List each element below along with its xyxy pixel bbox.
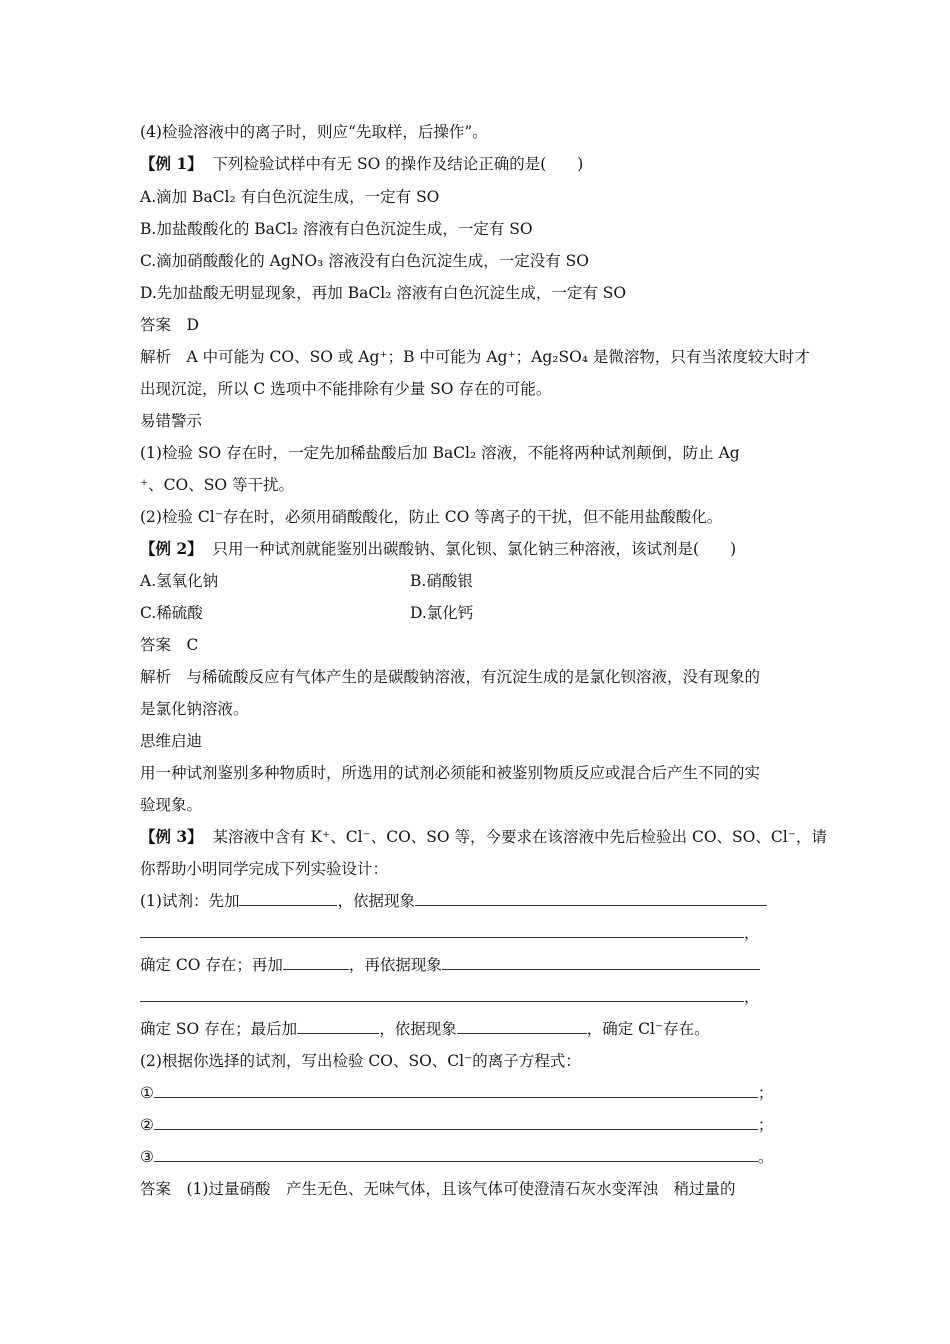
answer-blank[interactable] bbox=[283, 955, 349, 970]
answer: 答案 C bbox=[140, 636, 199, 654]
fill-line bbox=[140, 891, 767, 911]
fill-line bbox=[140, 1019, 710, 1039]
example-label: 【例 1】 bbox=[140, 154, 203, 173]
explanation-line: 是氯化钠溶液。 bbox=[140, 700, 249, 718]
example-3-question bbox=[140, 827, 827, 847]
answer-blank[interactable] bbox=[140, 987, 744, 1002]
explanation-line: 出现沉淀，所以 C 选项中不能排除有少量 SO 存在的可能。 bbox=[140, 380, 552, 398]
option-a: A.滴加 BaCl₂ 有白色沉淀生成，一定有 SO bbox=[140, 188, 440, 206]
circled-number: ② bbox=[140, 1116, 154, 1134]
text-line: 用一种试剂鉴别多种物质时，所选用的试剂必须能和被鉴别物质反应或混合后产生不同的实 bbox=[140, 764, 761, 782]
option-a: A.氢氧化钠 bbox=[140, 572, 219, 590]
explanation-line: 解析 A 中可能为 CO、SO 或 Ag⁺；B 中可能为 Ag⁺；Ag₂SO₄ 是微溶物，只有当浓度较大时才 bbox=[140, 348, 810, 366]
text-line: (4)检验溶液中的离子时，则应“先取样，后操作”。 bbox=[140, 123, 488, 141]
option-d: D.氯化钙 bbox=[410, 604, 474, 622]
answer-blank[interactable] bbox=[154, 1147, 758, 1162]
answer-blank[interactable] bbox=[154, 1115, 758, 1130]
text: (1)试剂：先加 bbox=[140, 892, 240, 910]
question-text: 下列检验试样中有无 SO 的操作及结论正确的是( ) bbox=[212, 155, 584, 173]
answer-blank[interactable] bbox=[415, 891, 767, 906]
fill-line bbox=[140, 955, 760, 975]
example-label: 【例 3】 bbox=[140, 827, 203, 846]
answer-blank[interactable] bbox=[297, 1019, 379, 1034]
text: 。 bbox=[757, 1148, 774, 1166]
text: 确定 SO 存在；最后加 bbox=[140, 1020, 298, 1038]
answer-blank[interactable] bbox=[154, 1083, 758, 1098]
text-line: 验现象。 bbox=[140, 796, 203, 814]
circled-number: ① bbox=[140, 1084, 154, 1102]
text-line: (2)检验 Cl⁻存在时，必须用硝酸酸化，防止 CO 等离子的干扰，但不能用盐酸酸化。 bbox=[140, 508, 723, 526]
fill-line bbox=[140, 923, 760, 943]
section-title: 思维启迪 bbox=[140, 732, 203, 750]
example-2-question bbox=[140, 539, 736, 559]
text: ， bbox=[744, 988, 760, 1006]
option-c: C.滴加硝酸酸化的 AgNO₃ 溶液没有白色沉淀生成，一定没有 SO bbox=[140, 252, 589, 270]
text-line: 你帮助小明同学完成下列实验设计： bbox=[140, 860, 389, 878]
answer-blank[interactable] bbox=[140, 923, 744, 938]
fill-line bbox=[140, 1083, 773, 1103]
option-b: B.加盐酸酸化的 BaCl₂ 溶液有白色沉淀生成，一定有 SO bbox=[140, 220, 533, 238]
answer: 答案 D bbox=[140, 316, 199, 334]
question-text: 只用一种试剂就能鉴别出碳酸钠、氯化钡、氯化钠三种溶液，该试剂是( ) bbox=[212, 540, 737, 558]
fill-line bbox=[140, 1115, 773, 1135]
text-line: (2)根据你选择的试剂，写出检验 CO、SO、Cl⁻的离子方程式： bbox=[140, 1052, 581, 1070]
text-line: ⁺、CO、SO 等干扰。 bbox=[140, 476, 295, 494]
option-b: B.硝酸银 bbox=[410, 572, 473, 590]
text: ； bbox=[757, 1084, 774, 1102]
option-d: D.先加盐酸无明显现象，再加 BaCl₂ 溶液有白色沉淀生成，一定有 SO bbox=[140, 284, 627, 302]
text: ，再依据现象 bbox=[348, 956, 442, 974]
circled-number: ③ bbox=[140, 1148, 154, 1166]
answer-blank[interactable] bbox=[457, 1019, 587, 1034]
text-line: (1)检验 SO 存在时，一定先加稀盐酸后加 BaCl₂ 溶液，不能将两种试剂颠倒，防止 Ag bbox=[140, 444, 740, 462]
answer-blank[interactable] bbox=[239, 891, 337, 906]
section-title: 易错警示 bbox=[140, 412, 203, 430]
option-c: C.稀硫酸 bbox=[140, 604, 203, 622]
example-label: 【例 2】 bbox=[140, 539, 203, 558]
example-1-question bbox=[140, 154, 583, 174]
question-text: 某溶液中含有 K⁺、Cl⁻、CO、SO 等，今要求在该溶液中先后检验出 CO、SO、Cl⁻，请 bbox=[212, 828, 827, 846]
answer: 答案 (1)过量硝酸 产生无色、无味气体，且该气体可使澄清石灰水变浑浊 稍过量的 bbox=[140, 1180, 736, 1198]
text: ，依据现象 bbox=[337, 892, 415, 910]
text: 确定 CO 存在；再加 bbox=[140, 956, 283, 974]
fill-line bbox=[140, 1147, 773, 1167]
text: ，确定 Cl⁻存在。 bbox=[586, 1020, 710, 1038]
explanation-line: 解析 与稀硫酸反应有气体产生的是碳酸钠溶液，有沉淀生成的是氯化钡溶液，没有现象的 bbox=[140, 668, 761, 686]
text: ，依据现象 bbox=[379, 1020, 457, 1038]
text: ； bbox=[757, 1116, 774, 1134]
text: ， bbox=[744, 924, 760, 942]
answer-blank[interactable] bbox=[442, 955, 760, 970]
fill-line bbox=[140, 987, 760, 1007]
